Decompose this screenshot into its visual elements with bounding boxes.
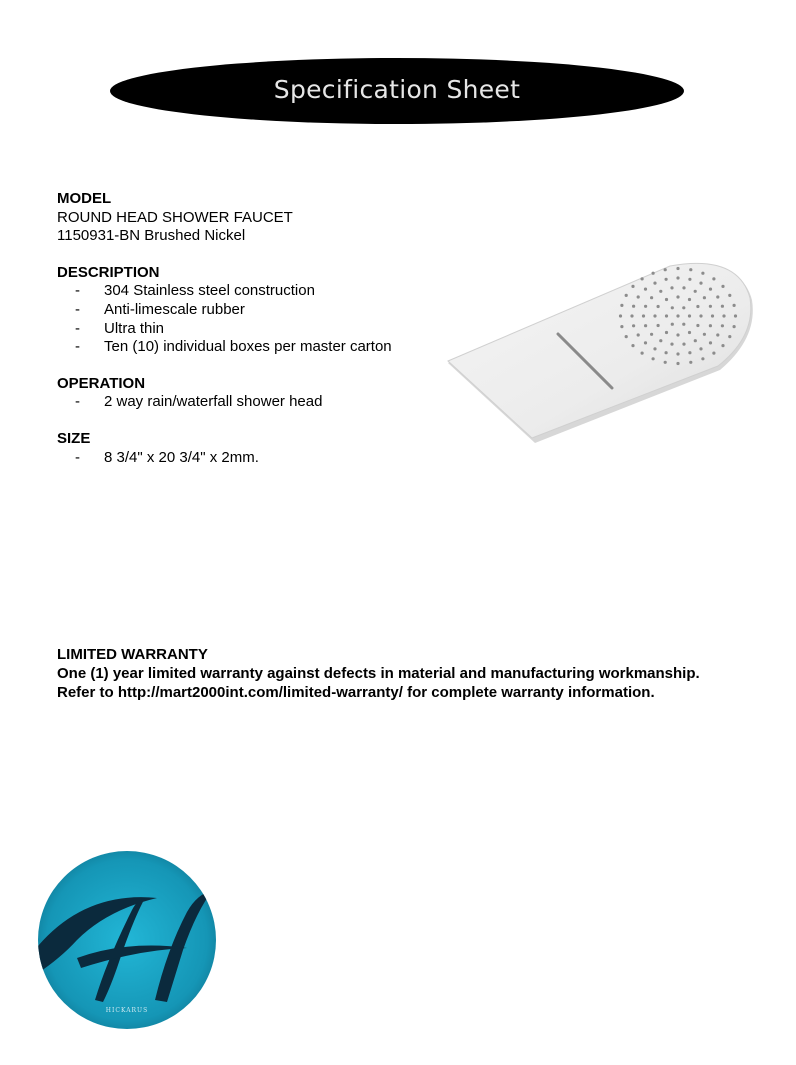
warranty-link-line: Refer to http://mart2000int.com/limited-warranty/ for complete warranty information. [57,684,655,701]
bullet-marker: - [75,319,80,337]
list-item [57,449,777,468]
size-list [57,449,777,468]
list-item [57,320,777,339]
description-list [57,282,777,356]
description-item: 304 Stainless steel construction [104,282,315,300]
bullet-marker: - [75,282,80,300]
description-item: Anti-limescale rubber [104,300,245,318]
description-item: Ten (10) individual boxes per master carton [104,338,392,356]
size-item: 8 3/4" x 20 3/4" x 2mm. [104,448,259,466]
list-item [57,301,777,320]
warranty-section [57,645,787,702]
bullet-marker: - [75,393,80,411]
size-heading: SIZE [57,429,91,447]
description-heading: DESCRIPTION [57,263,160,281]
operation-heading: OPERATION [57,374,146,392]
spec-content [57,190,777,485]
operation-list [57,393,777,412]
warranty-line: One (1) year limited warranty against defects in material and manufacturing workmanship. [57,665,700,682]
operation-item: 2 way rain/waterfall shower head [104,393,323,411]
description-section [57,264,777,357]
model-heading: MODEL [57,190,112,207]
spec-sheet-banner [110,58,684,124]
description-item: Ultra thin [104,319,165,337]
page-title: Specification Sheet [273,75,521,104]
model-name: ROUND HEAD SHOWER FAUCET [57,208,293,226]
operation-section [57,375,777,412]
model-number: 1150931-BN Brushed Nickel [57,227,246,245]
hickarus-logo [37,850,217,1030]
list-item [57,338,777,357]
bullet-marker: - [75,448,80,466]
bullet-marker: - [75,300,80,318]
logo-wordmark: HICKARUS [105,1007,149,1014]
size-section [57,430,777,467]
warranty-heading: LIMITED WARRANTY [57,646,208,663]
model-section [57,190,777,246]
bullet-marker: - [75,338,80,356]
list-item [57,282,777,301]
list-item [57,393,777,412]
